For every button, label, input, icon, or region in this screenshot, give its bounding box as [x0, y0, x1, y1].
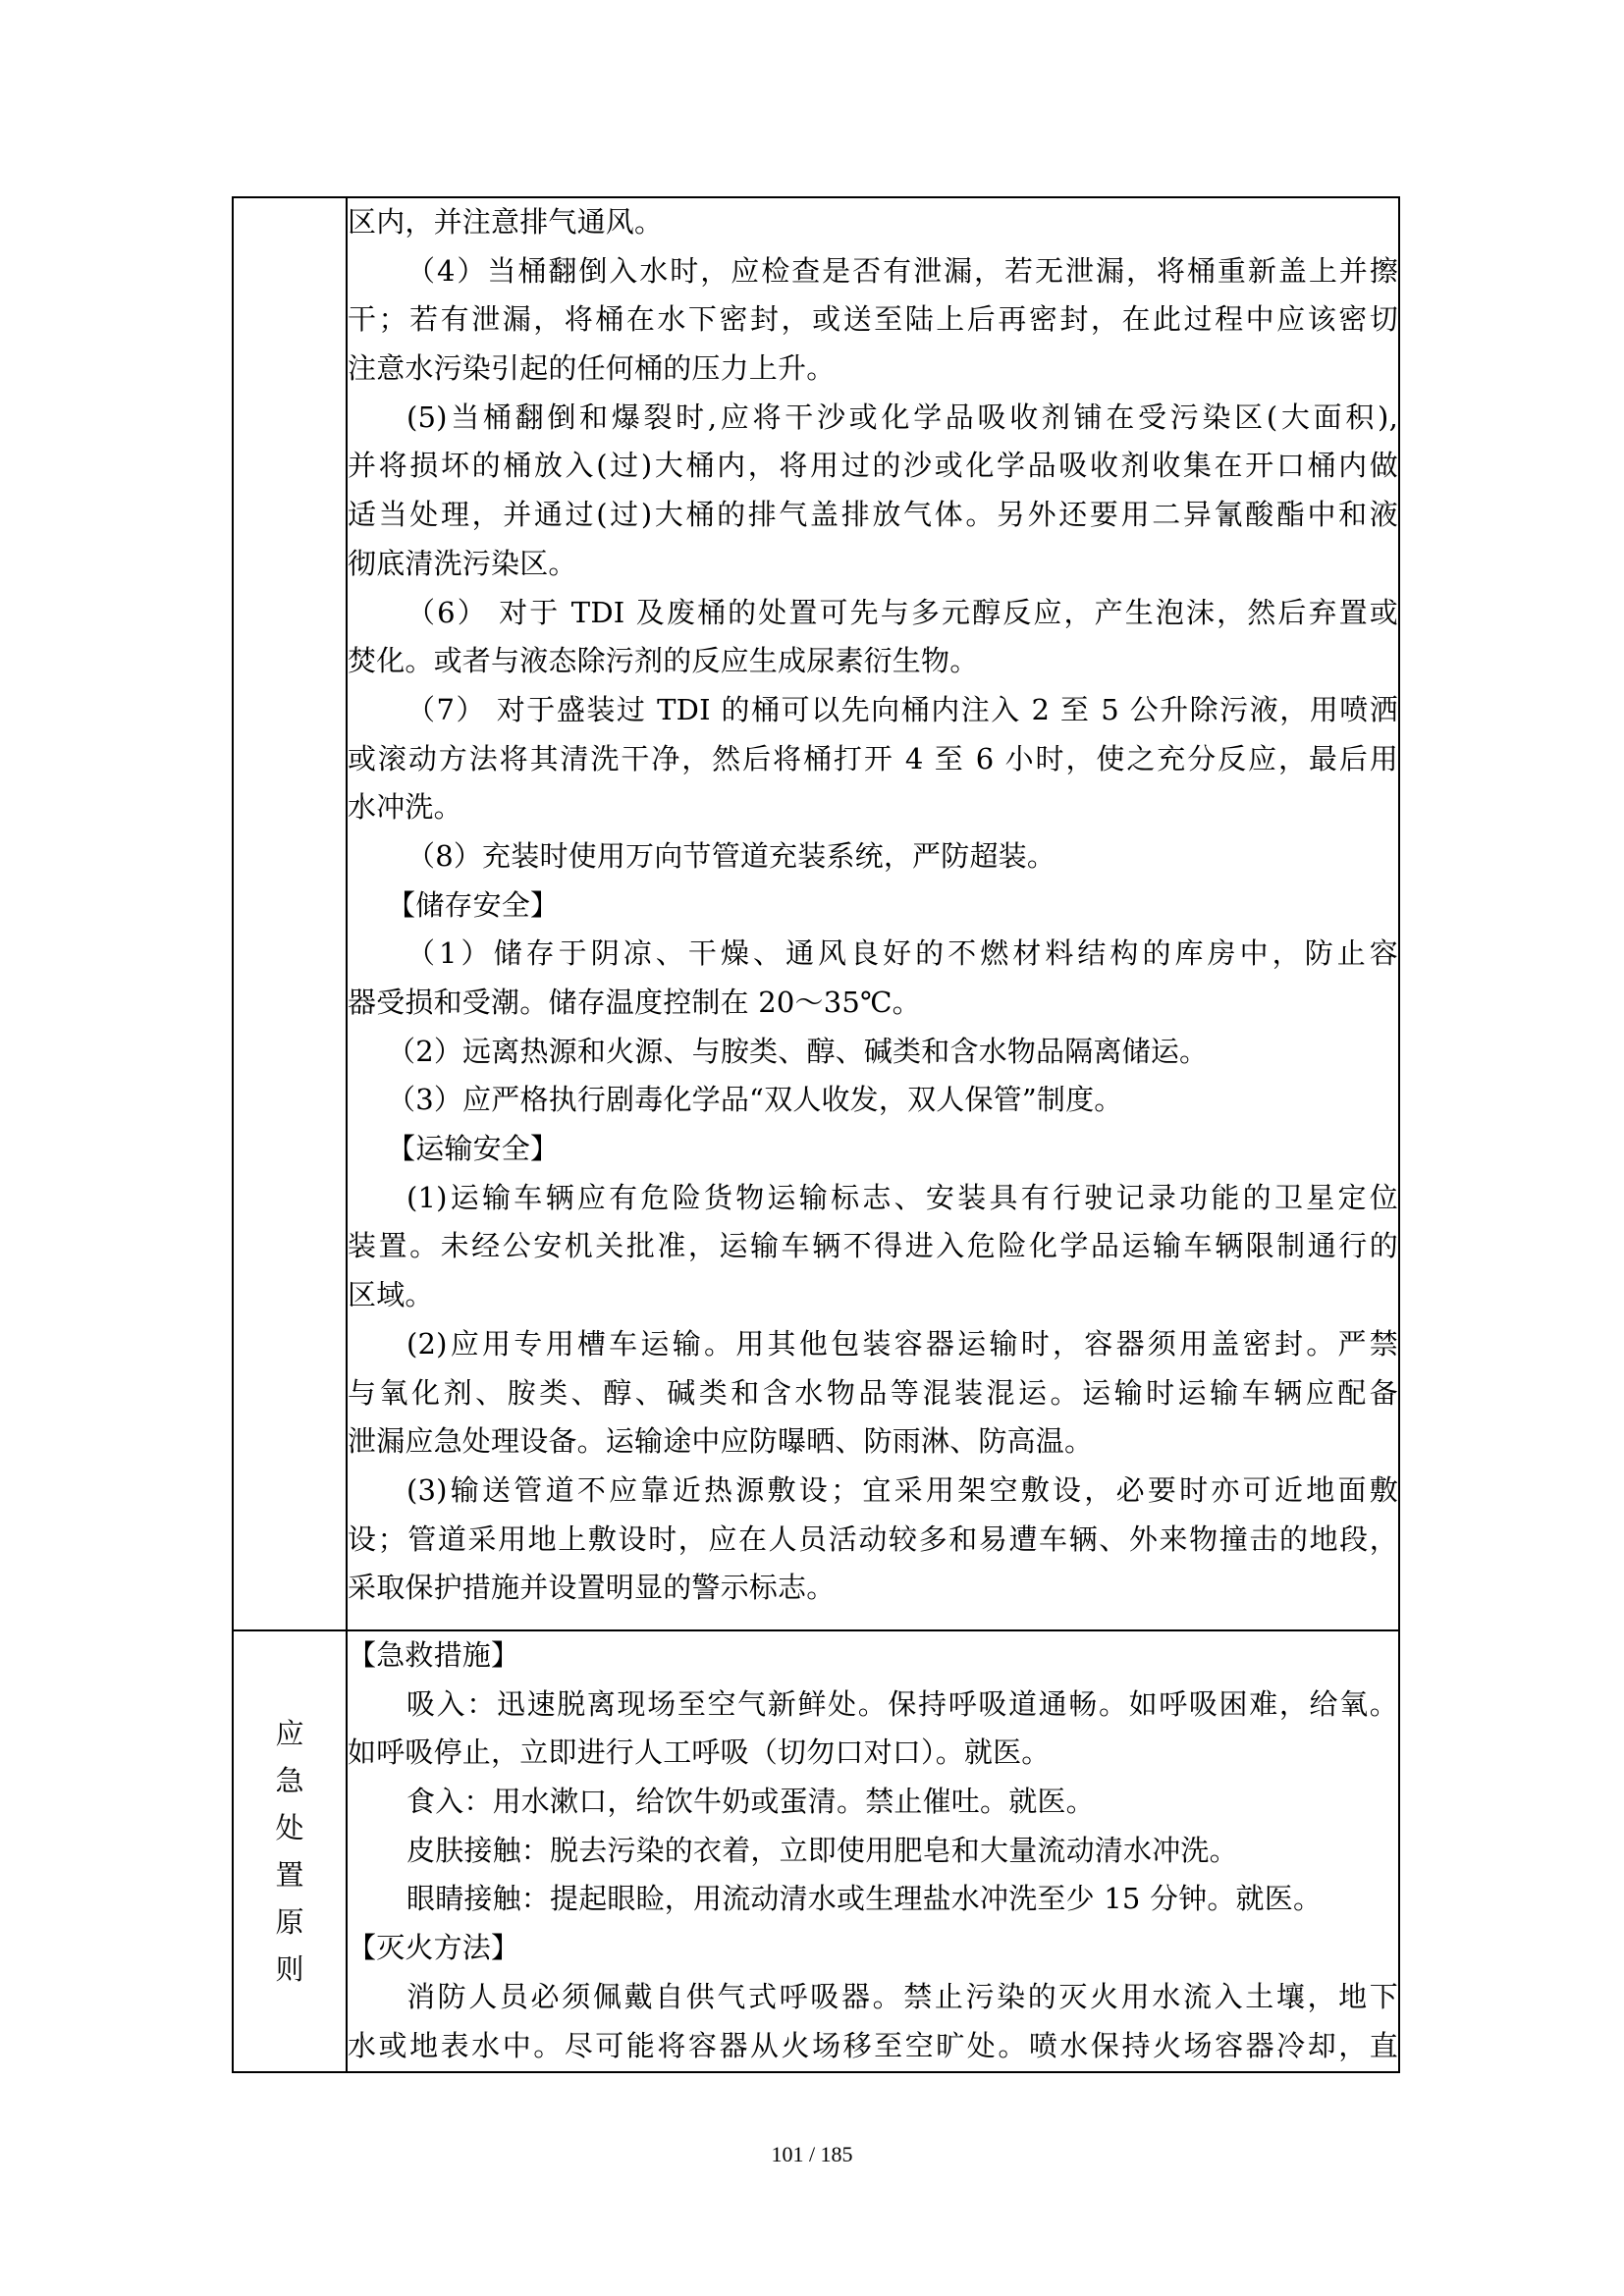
label-char: 急 [275, 1763, 304, 1797]
page-number: 101 / 185 [771, 2142, 853, 2166]
table-row-storage-transport [233, 197, 1399, 1630]
content-cell-bottom [347, 1630, 1399, 2072]
text-line: 与氧化剂、胺类、醇、碱类和含水物品等混装混运。运输时运输车辆应配备 [348, 1375, 1398, 1410]
text-line: （1）储存于阴凉、干燥、通风良好的不燃材料结构的库房中，防止容 [406, 936, 1398, 971]
text-line: 并将损坏的桶放入(过)大桶内，将用过的沙或化学品吸收剂收集在开口桶内做 [348, 449, 1398, 483]
text-line: （6） 对于 TDI 及废桶的处置可先与多元醇反应，产生泡沫，然后弃置或 [406, 595, 1398, 629]
label-char: 置 [275, 1857, 304, 1892]
text-line: 【灭火方法】 [348, 1931, 520, 1965]
text-line: 皮肤接触：脱去污染的衣着，立即使用肥皂和大量流动清水冲洗。 [406, 1833, 1238, 1867]
text-line: （2）远离热源和火源、与胺类、醇、碱类和含水物品隔离储运。 [387, 1034, 1209, 1068]
text-line: 或滚动方法将其清洗干净，然后将桶打开 4 至 6 小时，使之充分反应，最后用 [348, 741, 1398, 775]
safety-table [232, 196, 1400, 2073]
label-char: 处 [275, 1810, 304, 1844]
text-line: 消防人员必须佩戴自供气式呼吸器。禁止污染的灭火用水流入土壤，地下 [406, 1979, 1398, 2013]
text-line: (3)输送管道不应靠近热源敷设；宜采用架空敷设，必要时亦可近地面敷 [406, 1472, 1398, 1507]
text-line: 【急救措施】 [348, 1638, 520, 1672]
text-line: 器受损和受潮。储存温度控制在 20～35℃。 [348, 986, 921, 1019]
text-line: （3）应严格执行剧毒化学品“双人收发，双人保管”制度。 [387, 1083, 1123, 1117]
text-line: （7） 对于盛装过 TDI 的桶可以先向桶内注入 2 至 5 公升除污液，用喷洒 [406, 692, 1398, 726]
row-label-emergency [233, 1630, 347, 2072]
top-text-block [348, 198, 1398, 1613]
text-line: 采取保护措施并设置明显的警示标志。 [348, 1571, 836, 1605]
text-line: 【储存安全】 [387, 887, 560, 922]
text-line: 如呼吸停止，立即进行人工呼吸（切勿口对口）。就医。 [348, 1735, 1051, 1770]
text-line: 彻底清洗污染区。 [348, 546, 577, 580]
text-line: （4）当桶翻倒入水时，应检查是否有泄漏，若无泄漏，将桶重新盖上并擦 [406, 253, 1398, 288]
text-line: 食入：用水漱口，给饮牛奶或蛋清。禁止催吐。就医。 [406, 1785, 1095, 1819]
text-line: 区内，并注意排气通风。 [348, 205, 664, 239]
text-line: 眼睛接触：提起眼睑，用流动清水或生理盐水冲洗至少 15 分钟。就医。 [406, 1882, 1323, 1916]
row-label-empty [233, 197, 347, 1630]
text-line: (1)运输车辆应有危险货物运输标志、安装具有行驶记录功能的卫星定位 [406, 1180, 1398, 1214]
text-line: 干；若有泄漏，将桶在水下密封，或送至陆上后再密封，在此过程中应该密切 [348, 302, 1398, 337]
text-line: 【运输安全】 [387, 1132, 560, 1166]
emergency-label [234, 1716, 346, 1986]
text-line: 适当处理，并通过(过)大桶的排气盖排放气体。另外还要用二异氰酸酯中和液 [348, 498, 1398, 532]
text-line: 设；管道采用地上敷设时，应在人员活动较多和易遭车辆、外来物撞击的地段， [348, 1522, 1398, 1556]
text-line: (5)当桶翻倒和爆裂时,应将干沙或化学品吸收剂铺在受污染区(大面积), [406, 400, 1398, 434]
text-line: （8）充装时使用万向节管道充装系统，严防超装。 [406, 838, 1056, 873]
text-line: 焚化。或者与液态除污剂的反应生成尿素衍生物。 [348, 644, 979, 678]
content-cell-top [347, 197, 1399, 1630]
text-line: 注意水污染引起的任何桶的压力上升。 [348, 351, 836, 386]
label-char: 原 [275, 1904, 304, 1939]
text-line: 水冲洗。 [348, 790, 462, 825]
table-row-emergency [233, 1630, 1399, 2072]
text-line: 区域。 [348, 1278, 434, 1312]
text-line: 吸入：迅速脱离现场至空气新鲜处。保持呼吸道通畅。如呼吸困难，给氧。 [406, 1686, 1398, 1721]
label-char: 应 [275, 1716, 304, 1750]
text-line: 装置。未经公安机关批准，运输车辆不得进入危险化学品运输车辆限制通行的 [348, 1229, 1398, 1263]
bottom-text-block [348, 1631, 1398, 2070]
text-line: 泄漏应急处理设备。运输途中应防曝晒、防雨淋、防高温。 [348, 1424, 1094, 1459]
text-line: (2)应用专用槽车运输。用其他包装容器运输时，容器须用盖密封。严禁 [406, 1326, 1398, 1361]
label-char: 则 [275, 1951, 304, 1986]
text-line: 水或地表水中。尽可能将容器从火场移至空旷处。喷水保持火场容器冷却，直 [348, 2028, 1398, 2062]
